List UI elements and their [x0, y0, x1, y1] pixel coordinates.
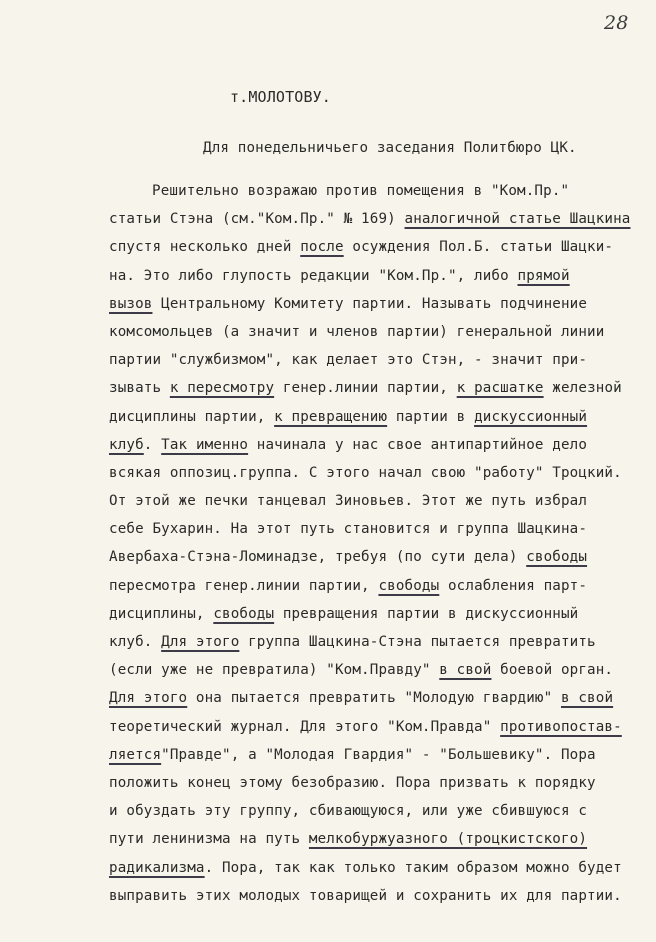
body-line [109, 346, 629, 374]
text-segment: "Правде", а "Молодая Гвардия" - "Большевику". Пора [161, 746, 596, 763]
body-line [109, 713, 629, 741]
page-number: 28 [604, 12, 629, 34]
body-line [109, 741, 629, 769]
body-line [109, 177, 629, 205]
text-segment: боевой орган. [491, 662, 614, 679]
underlined-phrase: свободы [378, 577, 440, 594]
underlined-phrase: ляется [109, 746, 162, 763]
body-line [109, 684, 629, 712]
body-line [109, 600, 629, 628]
text-segment: (если уже не превратила) "Ком.Правду" [109, 662, 440, 679]
addressee-heading: т.МОЛОТОВУ. [230, 88, 331, 106]
body-line [109, 656, 629, 684]
text-segment: зывать [109, 380, 170, 397]
underlined-phrase: Для этого [161, 634, 240, 650]
text-segment: и обуздать эту группу, сбивающуюся, или уже сбившуюся с [109, 803, 588, 820]
meeting-subheading: Для понедельничьего заседания Политбюро ЦК. [203, 140, 577, 156]
body-line [109, 825, 629, 853]
text-segment: выправить этих молодых товарищей и сохранить их для партии. [109, 887, 622, 904]
underlined-phrase: к пересмотру [169, 380, 275, 397]
text-segment: генер.линии партии, [274, 380, 457, 397]
text-segment: превращения партии в дискуссионный [274, 605, 579, 622]
text-segment: Центральному Комитету партии. Называть подчинение [152, 295, 588, 312]
text-segment: . [143, 436, 162, 453]
body-line [109, 882, 629, 910]
text-segment: дисциплины партии, [109, 408, 275, 425]
body-line [109, 854, 629, 882]
text-segment: себе Бухарин. На этот путь становится и группа Шацкина- [109, 521, 588, 538]
text-segment: Решительно возражаю против помещения в "Ком.Пр." [152, 183, 570, 199]
underlined-phrase: радикализма [109, 859, 205, 876]
body-line [109, 459, 629, 487]
body-line [109, 403, 629, 431]
body-line [109, 290, 629, 318]
text-segment: пересмотра генер.линии партии, [109, 577, 379, 594]
letter-body [109, 177, 629, 910]
body-line [109, 205, 629, 233]
text-segment: она пытается превратить "Молодую гвардию" [187, 690, 561, 707]
body-line [109, 572, 629, 600]
text-segment: осуждения Пол.Б. статьи Шацки- [343, 239, 614, 256]
underlined-phrase: прямой [517, 267, 570, 284]
underlined-phrase: к расшатке [456, 380, 544, 397]
underlined-phrase: вызов [109, 295, 153, 312]
underlined-phrase: к превращению [274, 408, 388, 425]
text-segment: дисциплины, [109, 605, 214, 622]
text-segment: железной [543, 380, 622, 397]
underlined-phrase: Для этого [109, 690, 188, 707]
text-segment: ослабления парт- [439, 577, 588, 594]
body-line [109, 543, 629, 571]
underlined-phrase: аналогичной статье Шацкина [404, 211, 631, 228]
body-line [109, 233, 629, 261]
text-segment: статьи Стэна (см."Ком.Пр." № 169) [109, 211, 405, 228]
text-segment: группа Шацкина-Стэна пытается превратить [239, 634, 596, 650]
body-line [109, 262, 629, 290]
text-segment: партии в [387, 408, 475, 425]
underlined-phrase: в свой [560, 690, 614, 707]
body-line [109, 515, 629, 543]
text-segment: всякая оппозиц.группа. С этого начал свою "работу" Троцкий. [109, 464, 622, 481]
text-segment: теоретический журнал. Для этого "Ком.Правда" [109, 718, 501, 735]
body-line [109, 431, 629, 459]
underlined-phrase: в свой [439, 662, 492, 679]
underlined-phrase: после [300, 239, 344, 256]
text-segment: От этой же печки танцевал Зиновьев. Этот же путь избрал [109, 493, 588, 510]
text-segment: партии "службизмом", как делает это Стэн, - значит при- [109, 352, 588, 369]
underlined-phrase: свободы [526, 549, 588, 566]
body-line [109, 628, 629, 656]
text-segment: начинала у нас свое антипартийное дело [248, 436, 588, 453]
underlined-phrase: мелкобуржуазного (троцкистского) [308, 831, 588, 848]
text-segment: положить конец этому безобразию. Пора призвать к порядку [109, 774, 596, 791]
underlined-phrase: свободы [213, 605, 275, 622]
text-segment: комсомольцев (а значит и членов партии) генеральной линии [109, 323, 605, 340]
underlined-phrase: Так именно [161, 436, 249, 453]
body-line [109, 487, 629, 515]
body-line [109, 318, 629, 346]
text-segment: клуб. [109, 634, 162, 650]
body-line [109, 769, 629, 797]
underlined-phrase: клуб [109, 436, 144, 453]
underlined-phrase: дискуссионный [474, 408, 588, 425]
underlined-phrase: противопостав- [500, 718, 622, 735]
text-segment: Авербаха-Стэна-Ломинадзе, требуя (по сути дела) [109, 549, 527, 566]
text-segment: . Пора, так как только таким образом можно будет [204, 859, 622, 876]
text-segment: спустя несколько дней [109, 239, 301, 256]
body-line [109, 797, 629, 825]
text-segment: пути ленинизма на путь [109, 831, 309, 848]
text-segment: на. Это либо глупость редакции "Ком.Пр.", либо [109, 267, 518, 284]
body-line [109, 374, 629, 402]
